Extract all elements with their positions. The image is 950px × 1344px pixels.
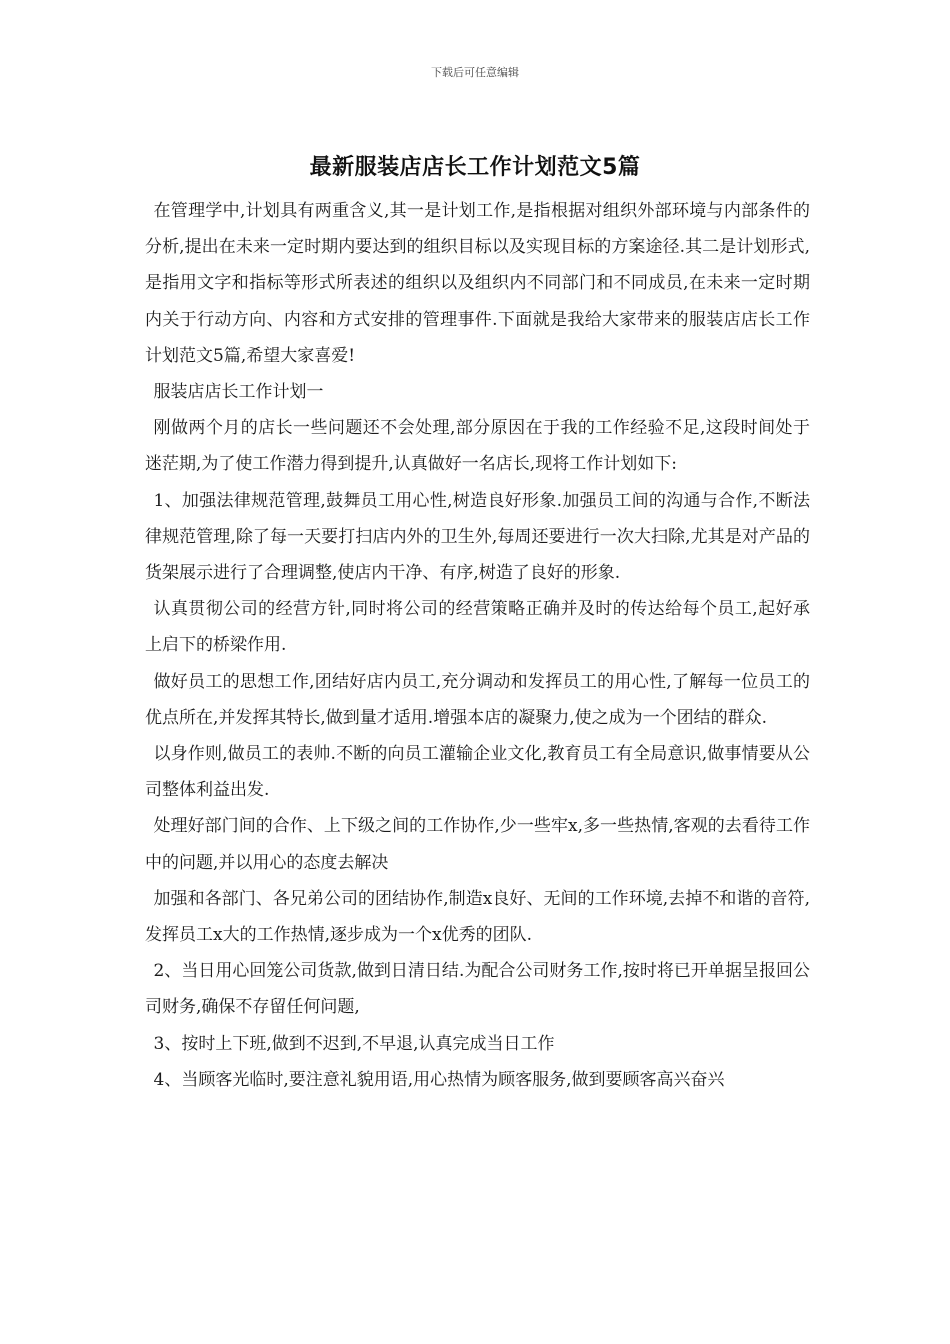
body-paragraph: 认真贯彻公司的经营方针,同时将公司的经营策略正确并及时的传达给每个员工,起好承上启下的桥梁作用. [145,599,810,656]
page-header-note: 下载后可任意编辑 [431,66,519,79]
document-title: 最新服装店店长工作计划范文5篇 [309,155,641,180]
body-paragraph: 3、按时上下班,做到不迟到,不早退,认真完成当日工作 [153,1033,555,1054]
intro-paragraph: 在管理学中,计划具有两重含义,其一是计划工作,是指根据对组织外部环境与内部条件的分析,提出在未来一定时期内要达到的组织目标以及实现目标的方案途径.其二是计划形式,是指用文字和指标等形式所表述的组织以及组织内不同部门和不同成员,在未来一定时期内关于行动方向、内容和方式安排的管理事件.下面就是我给大家带来的服装店店长工作计划范文5篇,希望大家喜爱! [145,201,810,366]
section-heading-plan-one: 服装店店长工作计划一 [153,382,324,403]
document-body [145,193,810,1098]
body-paragraph: 4、当顾客光临时,要注意礼貌用语,用心热情为顾客服务,做到要顾客高兴奋兴 [153,1069,725,1090]
body-paragraph: 以身作则,做员工的表帅.不断的向员工灌输企业文化,教育员工有全局意识,做事情要从公司整体利益出发. [145,744,810,801]
body-paragraph: 刚做两个月的店长一些问题还不会处理,部分原因在于我的工作经验不足,这段时间处于迷茫期,为了使工作潜力得到提升,认真做好一名店长,现将工作计划如下: [145,418,810,475]
body-paragraph: 处理好部门间的合作、上下级之间的工作协作,少一些牢x,多一些热情,客观的去看待工作中的问题,并以用心的态度去解决 [145,816,810,873]
body-paragraph: 做好员工的思想工作,团结好店内员工,充分调动和发挥员工的用心性,了解每一位员工的优点所在,并发挥其特长,做到量才适用.增强本店的凝聚力,使之成为一个团结的群众. [145,671,810,728]
body-paragraph: 1、加强法律规范管理,鼓舞员工用心性,树造良好形象.加强员工间的沟通与合作,不断法律规范管理,除了每一天要打扫店内外的卫生外,每周还要进行一次大扫除,尤其是对产品的货架展示进行了合理调整,使店内干净、有序,树造了良好的形象. [145,490,810,584]
body-paragraph: 2、当日用心回笼公司货款,做到日清日结.为配合公司财务工作,按时将已开单据呈报回公司财务,确保不存留任何问题, [145,961,810,1018]
body-paragraph: 加强和各部门、各兄弟公司的团结协作,制造x良好、无间的工作环境,去掉不和谐的音符,发挥员工x大的工作热情,逐步成为一个x优秀的团队. [145,888,810,946]
